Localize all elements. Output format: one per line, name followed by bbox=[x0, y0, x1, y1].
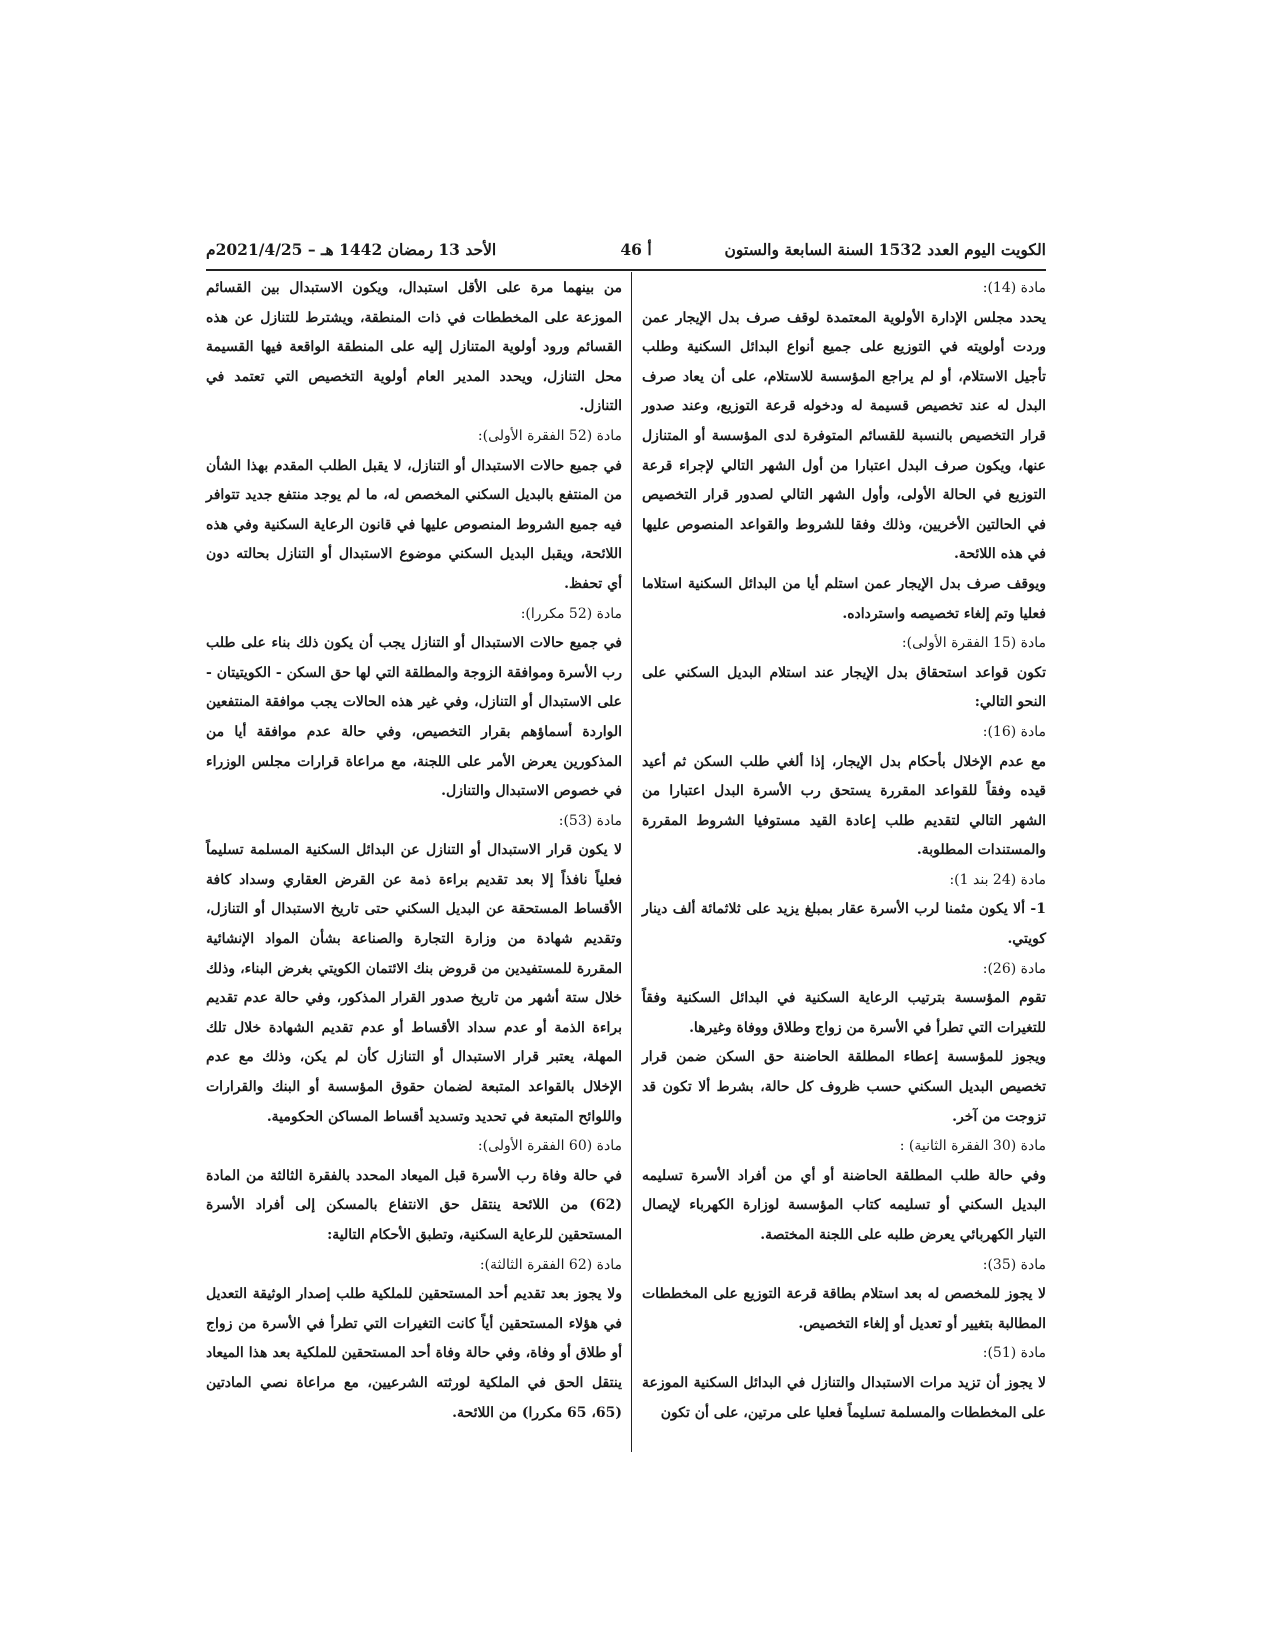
article-heading: مادة (14): bbox=[982, 280, 1046, 296]
article-heading: مادة (24 بند 1): bbox=[949, 871, 1046, 888]
article-paragraph: لا يجوز أن تزيد مرات الاستبدال والتنازل في البدائل السكنية الموزعة على المخططات والمسلمة تسليماً فعليا على مرتين، على أن تكون bbox=[642, 1374, 1046, 1421]
article-paragraph: ويجوز للمؤسسة إعطاء المطلقة الحاضنة حق السكن ضمن قرار تخصيص البديل السكني حسب ظروف كل حالة، بشرط ألا تكون قد تزوجت من آخر. bbox=[642, 1049, 1046, 1125]
article-heading: مادة (52 الفقرة الأولى): bbox=[477, 427, 622, 444]
article-heading: مادة (16): bbox=[982, 723, 1046, 740]
article-heading: مادة (62 الفقرة الثالثة): bbox=[479, 1256, 622, 1273]
article-paragraph: تقوم المؤسسة بترتيب الرعاية السكنية في البدائل السكنية وفقاً للتغيرات التي تطرأ في الأسرة من زواج وطلاق ووفاة وغيرها. bbox=[642, 990, 1046, 1036]
article-paragraph: في جميع حالات الاستبدال أو التنازل يجب أن يكون ذلك بناء على طلب رب الأسرة وموافقة الزوجة والمطلقة التي لها حق السكن - الكويتيتان - على الاستبدال أو التنازل، وفي غير هذه الحالات يجب موافقة المنتفعين الواردة أسماؤهم بقرار التخصيص، وفي حالة عدم موافقة أيا من المذكورين يعرض الأمر على اللجنة، مع مراعاة قرارات مجلس الوزراء في خصوص الاستبدال والتنازل. bbox=[206, 635, 622, 800]
article-heading: مادة (60 الفقرة الأولى): bbox=[477, 1138, 622, 1155]
article-paragraph: ويوقف صرف بدل الإيجار عمن استلم أيا من البدائل السكنية استلاما فعليا وتم إلغاء تخصيصه واسترداده. bbox=[642, 575, 1046, 622]
article-heading: مادة (51): bbox=[982, 1345, 1046, 1362]
article-paragraph: من بينهما مرة على الأقل استبدال، ويكون الاستبدال بين القسائم الموزعة على المخططات في ذات المنطقة، ويشترط للتنازل عن هذه القسائم ورود أولوية المتنازل إليه على المنطقة الواقعة فيها القسيمة محل التنازل، ويحدد المدير العام أولوية التخصيص التي تعتمد في التنازل. bbox=[206, 280, 622, 415]
article-paragraph: ولا يجوز بعد تقديم أحد المستحقين للملكية طلب إصدار الوثيقة التعديل في هؤلاء المستحقين أياً كانت التغيرات التي تطرأ في الأسرة من زواج أو طلاق أو وفاة، وفي حالة وفاة أحد المستحقين للملكية بعد هذا الميعاد ينتقل الحق في الملكية لورثته الشرعيين، مع مراعاة نصي المادتين (65، 65 مكررا) من اللائحة. bbox=[206, 1286, 622, 1421]
article-paragraph: مع عدم الإخلال بأحكام بدل الإيجار، إذا ألغي طلب السكن ثم أعيد قيده وفقاً للقواعد المقررة يستحق رب الأسرة البدل اعتبارا من الشهر التالي لتقديم طلب إعادة القيد مستوفيا الشروط المقررة والمستندات المطلوبة. bbox=[642, 753, 1046, 859]
article-paragraph: يحدد مجلس الإدارة الأولوية المعتمدة لوقف صرف بدل الإيجار عمن وردت أولويته في التوزيع على جميع أنواع البدائل السكنية وطلب تأجيل الاستلام، أو لم يراجع المؤسسة للاستلام، على أن يعاد صرف البدل له عند تخصيص قسيمة له ودخوله قرعة التوزيع، وعند صدور قرار التخصيص بالنسبة للقسائم المتوفرة لدى المؤسسة أو المتنازل عنها، ويكون صرف البدل اعتبارا من أول الشهر التالي لإجراء قرعة التوزيع في الحالة الأولى، وأول الشهر التالي لصدور قرار التخصيص في الحالتين الأخريين، وذلك وفقا للشروط والقواعد المنصوص عليها في هذه اللائحة. bbox=[642, 309, 1046, 563]
article-paragraph: لا يجوز للمخصص له بعد استلام بطاقة قرعة التوزيع على المخططات المطالبة بتغيير أو تعديل أو إلغاء التخصيص. bbox=[642, 1286, 1046, 1332]
article-paragraph: وفي حالة طلب المطلقة الحاضنة أو أي من أفراد الأسرة تسليمه البديل السكني أو تسليمه كتاب المؤسسة لوزارة الكهرباء لإيصال التيار الكهربائي يعرض طلبه على اللجنة المختصة. bbox=[642, 1167, 1046, 1243]
right-column bbox=[642, 274, 1046, 1428]
article-heading: مادة (30 الفقرة الثانية) : bbox=[899, 1138, 1046, 1155]
article-heading: مادة (35): bbox=[982, 1256, 1046, 1273]
article-paragraph: في جميع حالات الاستبدال أو التنازل، لا يقبل الطلب المقدم بهذا الشأن من المنتفع بالبديل السكني المخصص له، ما لم يوجد منتفع جديد تتوافر فيه جميع الشروط المنصوص عليها في قانون الرعاية السكنية وفي هذه اللائحة، ويقبل البديل السكني موضوع الاستبدال أو التنازل بحالته دون أي تحفظ. bbox=[206, 457, 622, 592]
article-heading: مادة (15 الفقرة الأولى): bbox=[901, 635, 1046, 652]
header-page-number: أ 46 bbox=[620, 240, 652, 259]
article-paragraph: 1- ألا يكون مثمنا لرب الأسرة عقار بمبلغ يزيد على ثلاثمائة ألف دينار كويتي. bbox=[642, 901, 1046, 948]
header-rule bbox=[206, 269, 1046, 271]
article-heading: مادة (26): bbox=[982, 960, 1046, 977]
header-date: الأحد 13 رمضان 1442 هـ – 2021/4/25م bbox=[206, 240, 497, 259]
left-column bbox=[206, 274, 622, 1428]
article-paragraph: لا يكون قرار الاستبدال أو التنازل عن البدائل السكنية المسلمة تسليماً فعلياً نافذاً إلا بعد تقديم براءة ذمة عن القرض العقاري وسداد كافة الأقساط المستحقة عن البديل السكني حتى تاريخ الاستبدال أو التنازل، وتقديم شهادة من وزارة التجارة والصناعة بشأن المواد الإنشائية المقررة للمستفيدين من قروض بنك الائتمان الكويتي بغرض البناء، وذلك خلال ستة أشهر من تاريخ صدور القرار المذكور، وفي حالة عدم تقديم براءة الذمة أو عدم سداد الأقساط أو عدم تقديم الشهادة خلال تلك المهلة، يعتبر قرار الاستبدال أو التنازل كأن لم يكن، وذلك مع عدم الإخلال بالقواعد المتبعة لضمان حقوق المؤسسة أو البنك والقرارات واللوائح المتبعة في تحديد وتسديد أقساط المساكن الحكومية. bbox=[206, 842, 622, 1125]
column-divider bbox=[631, 272, 632, 1452]
page-header bbox=[206, 240, 1046, 272]
article-heading: مادة (52 مكررا): bbox=[520, 605, 622, 622]
header-issue-info: الكويت اليوم العدد 1532 السنة السابعة والستون bbox=[724, 240, 1046, 259]
article-paragraph: تكون قواعد استحقاق بدل الإيجار عند استلام البديل السكني على النحو التالي: bbox=[642, 664, 1046, 711]
article-heading: مادة (53): bbox=[558, 812, 622, 829]
article-paragraph: في حالة وفاة رب الأسرة قبل الميعاد المحدد بالفقرة الثالثة من المادة (62) من اللائحة ينتقل حق الانتفاع بالمسكن إلى أفراد الأسرة المستحقين للرعاية السكنية، وتطبق الأحكام التالية: bbox=[206, 1167, 622, 1243]
